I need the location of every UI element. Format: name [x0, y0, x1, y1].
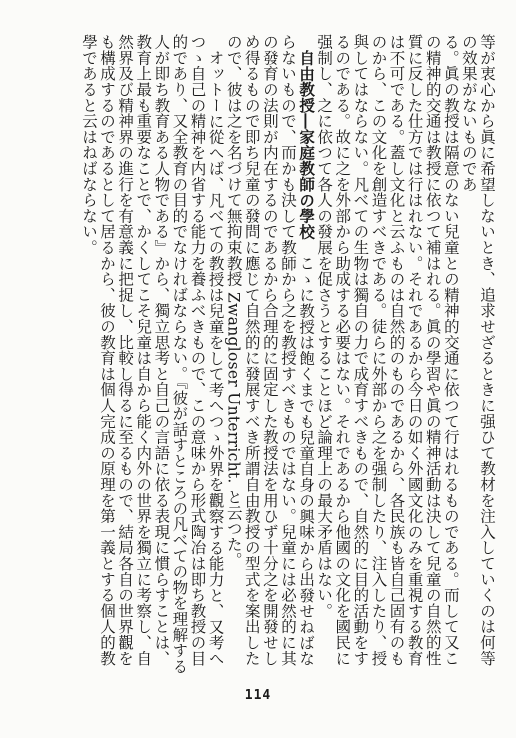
paragraph-1: る。眞の教授は隔意のない兒童との精神的交通に依つて行はれるものである。而して又この精神的交通は教授に依つて補はれる。眞の學習や眞の精神活動は決して兒童の自然的性質に反した仕方では行はれない。それであるから今日の如く外國文化のみを重視する教育は不可である。蓋し文化と云ふものは自然的のものであるから、各民族も皆自己固有のものから、この文化を創造すべきである。徒らに外部から之を强制したり、注入したり、授與してはならない。凡べての生物は獨自の力で成育すべきもので、自然的に目的活動をするのである。故に之を外部から助成する必要はない。それであるから他國の文化を國民に强制し、之に依つて各人の發展を促さうとすることほど論理上の最大矛盾はない。: [315, 34, 460, 666]
page-number: 114: [244, 688, 272, 703]
paragraph-2-text: こゝに教授は飽くまでも兒童自身の興味から出發せねばならないもので、而かも決して教師から之を教授すべきものではない。兒童には必然的に其の發育の法則が内在するのであるから合理的に固定した教授法を用ひず十分之を開發せしめ得るもので即ち兒童の發問に應じて自然的に發展すべき所謂自由教授の型式を案出したので、彼は之を名づけて無拘束教授 Zwangloser Unterricht. と云つた。: [224, 34, 316, 666]
paragraph-continuation: 等が衷心から眞に希望しないとき、追求せざるときに强ひて教材を注入していくのは何等の效果がないものであ: [459, 34, 496, 666]
paragraph-2: [225, 34, 315, 676]
vertical-text-body: [10, 34, 496, 676]
paragraph-3: オットーに從へば、凡べての教授は兒童をして考へつゝ外界を觀察する能力と、又考へつゝ自己の精神を内省する能力を養ふべきもので、この意味から形式陶冶は即ち教授の目的であり、又全教育の目的でなければならない。『彼が話すところの凡べての物を理解する人が即ち教育ある人物である』から、獨立思考と自己の言語に依る表現に慣らすことは、教育上最も重要なことで、かくしてこそ兒童は自から能く内外の世界を獨立に考察し、自然界及び精神界の進行を有意義に把捉し、比較し得るに至るもので、結局各自の世界觀をも構成するのであるとして居るから、彼の教育は個人完成の原理を第一義とする個人的教學であると云はねばならない。: [79, 34, 225, 675]
section-heading: 自由教授―家庭教師の學校: [297, 49, 317, 240]
